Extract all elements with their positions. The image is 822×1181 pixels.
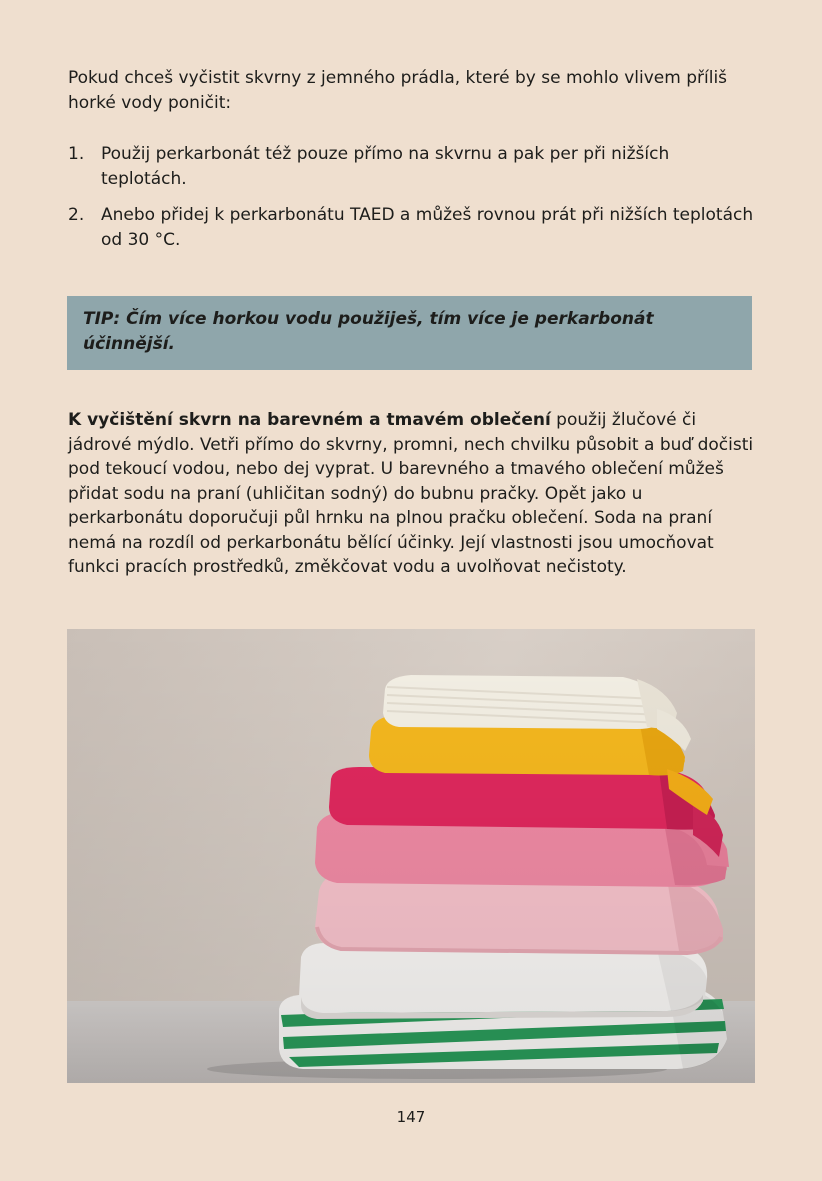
step-text: Anebo přidej k perkarbonátu TAED a můžeš rovnou prát při nižších teplotách od 30 °C. xyxy=(101,205,754,250)
step-number: 1. xyxy=(68,144,85,164)
paragraph-body: použij žlučové či jádrové mýdlo. Vetři přímo do skvrny, promni, nech chvilku působit a buď dočisti pod tekoucí vodou, nebo dej vyprat. U barevného a tmavého oblečení můžeš přidat sodu na praní (uhličitan sodný) do bubnu pračky. Opět jako u perkarbonátu doporučuji půl hrnku na plnou pračku oblečení. Soda na praní nemá na rozdíl od perkarbonátu bělící účinky. Její vlastnosti jsou umocňovat funkci pracích prostředků, změkčovat vodu a uvolňovat nečistoty. xyxy=(68,410,754,577)
step-text: Použij perkarbonát též pouze přímo na skvrnu a pak per při nižších teplotách. xyxy=(101,144,670,189)
page-number: 147 xyxy=(396,1108,426,1126)
tip-label: TIP: xyxy=(83,309,121,329)
list-item xyxy=(68,203,758,252)
step-number: 2. xyxy=(68,205,85,225)
body-paragraph xyxy=(68,408,758,580)
tip-box xyxy=(67,296,752,370)
paragraph-lead: K vyčištění skvrn na barevném a tmavém oblečení xyxy=(68,410,551,430)
tip-text: Čím více horkou vodu použiješ, tím více je perkarbonát účinnější. xyxy=(83,309,654,354)
list-item xyxy=(68,142,758,191)
folded-clothes-photo xyxy=(67,629,755,1083)
steps-list xyxy=(68,142,758,264)
intro-text: Pokud chceš vyčistit skvrny z jemného prádla, které by se mohlo vlivem příliš horké vody poničit: xyxy=(68,68,728,113)
